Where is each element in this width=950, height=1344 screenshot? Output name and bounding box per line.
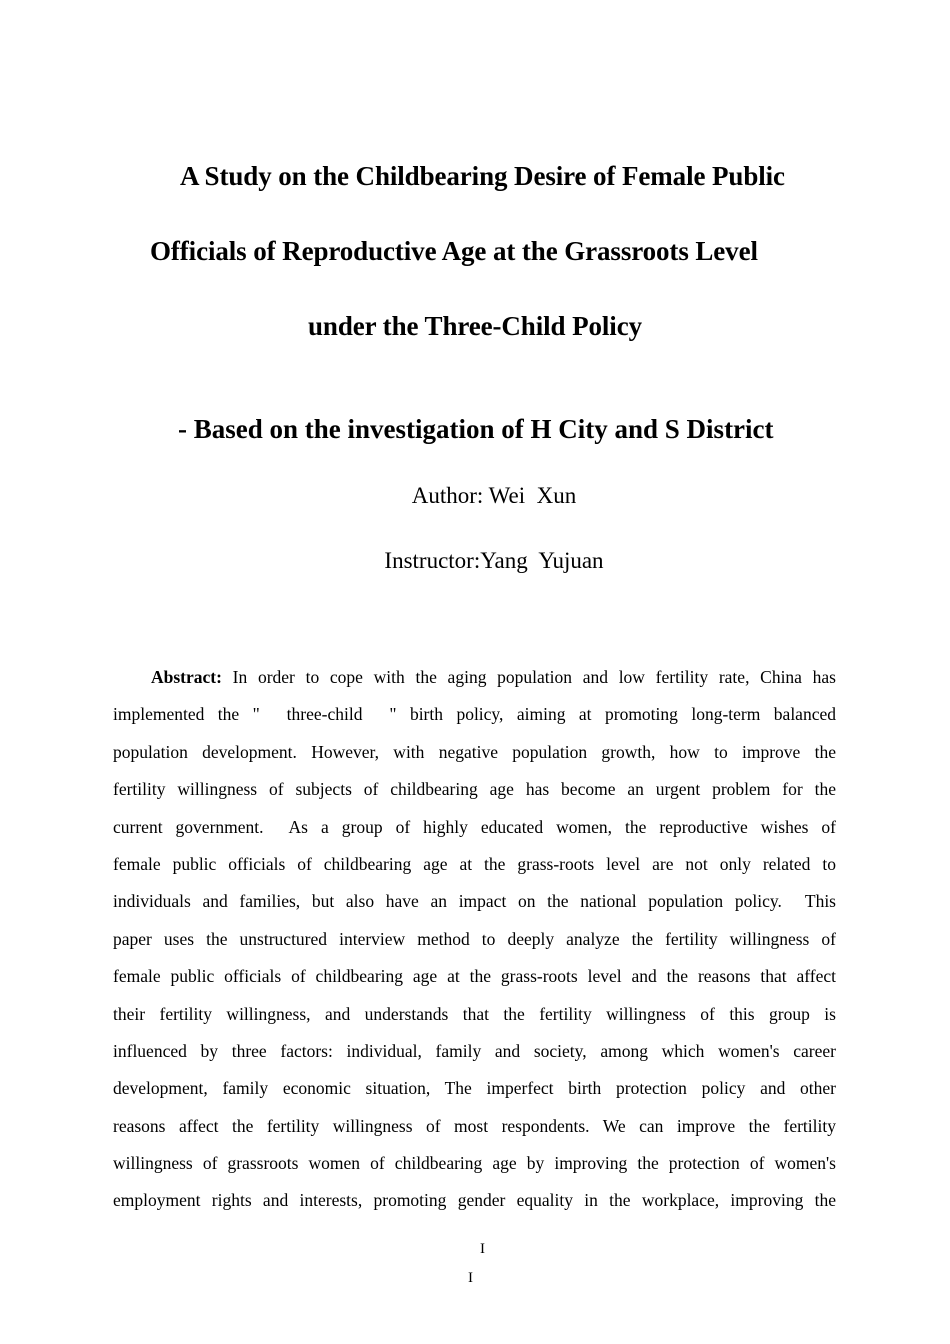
page-number: I	[480, 1241, 485, 1257]
abstract-line: employment rights and interests, promoting gender equality in the workplace, improving the	[113, 1190, 836, 1211]
page-number-footer: I	[468, 1270, 473, 1286]
author-line: Author: Wei Xun	[411, 483, 577, 508]
title-line-3	[0, 310, 950, 342]
abstract-line-text: In order to cope with the aging population and low fertility rate, China has	[221, 667, 836, 687]
abstract-line: current government. As a group of highly educated women, the reproductive wishes of	[113, 816, 836, 837]
abstract-line: female public officials of childbearing age at the grass-roots level are not only related to	[113, 853, 836, 874]
abstract-line: population development. However, with negative population growth, how to improve the	[113, 741, 836, 762]
abstract-line: implemented the " three-child " birth policy, aiming at promoting long-term balanced	[113, 704, 836, 725]
abstract-line: reasons affect the fertility willingness of most respondents. We can improve the fertility	[113, 1115, 836, 1136]
title-line-3-text: under the Three-Child Policy	[308, 311, 642, 341]
title-line-2: Officials of Reproductive Age at the Grassroots Level	[150, 236, 758, 266]
abstract-line: female public officials of childbearing age at the grass-roots level and the reasons that affect	[113, 966, 836, 987]
abstract-paragraph	[113, 659, 836, 1220]
subtitle: - Based on the investigation of H City and S District	[178, 414, 774, 444]
abstract-line: their fertility willingness, and understands that the fertility willingness of this group is	[113, 1003, 836, 1024]
abstract-line: willingness of grassroots women of childbearing age by improving the protection of women's	[113, 1153, 836, 1174]
abstract-label: Abstract:	[151, 667, 222, 687]
abstract-line: influenced by three factors: individual, family and society, among which women's career	[113, 1040, 836, 1061]
abstract-line: paper uses the unstructured interview method to deeply analyze the fertility willingness of	[113, 928, 836, 949]
abstract-line: development, family economic situation, The imperfect birth protection policy and other	[113, 1078, 836, 1099]
title-line-1: A Study on the Childbearing Desire of Female Public	[180, 161, 785, 191]
abstract-line: fertility willingness of subjects of childbearing age has become an urgent problem for the	[113, 779, 836, 800]
instructor-line: Instructor:Yang Yujuan	[384, 548, 604, 573]
abstract-line	[113, 659, 836, 696]
abstract-line: individuals and families, but also have an impact on the national population policy. This	[113, 891, 836, 912]
